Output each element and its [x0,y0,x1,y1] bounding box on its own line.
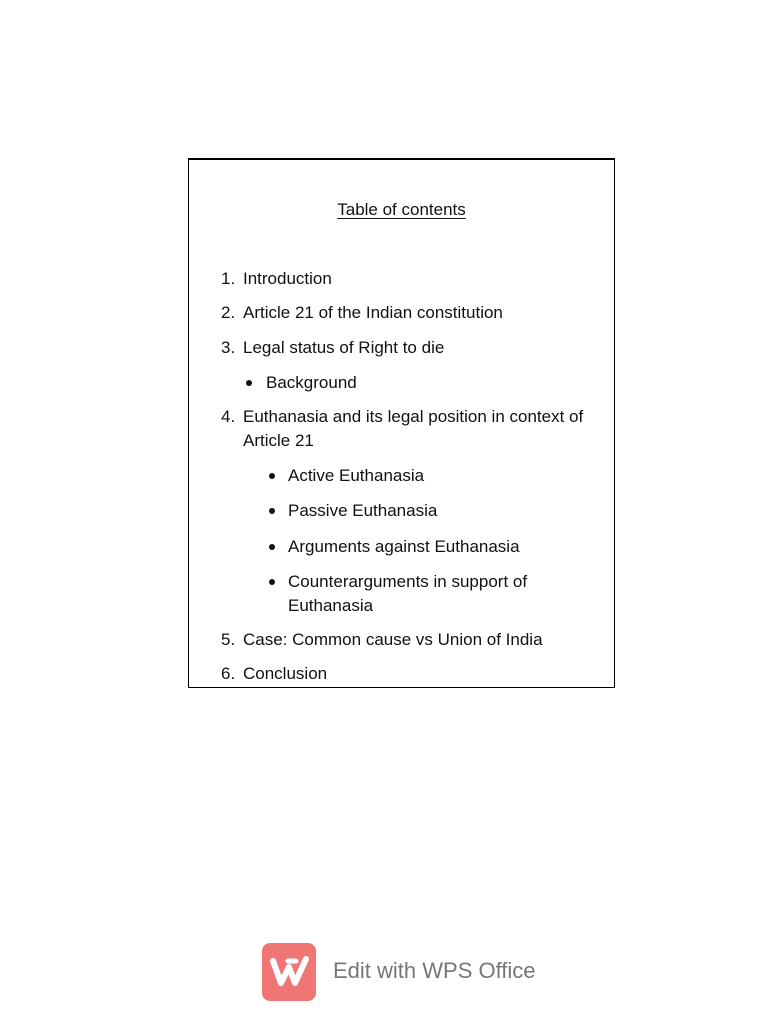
toc-item-label: Article 21 [243,431,314,450]
bullet-icon [269,473,275,479]
toc-subitem-label: Passive Euthanasia [288,501,438,520]
bullet-icon [269,508,275,514]
table-of-contents [188,158,615,688]
toc-item-number: 1. [221,269,236,288]
toc-title: Table of contents [337,200,466,219]
wps-logo-glyph [262,943,316,1001]
toc-item-number: 2. [221,303,236,322]
toc-item-number: 4. [221,407,236,426]
toc-subitem-label: Background [266,373,357,392]
toc-item-number: 3. [221,338,236,357]
toc-item-label: Conclusion [243,664,328,683]
toc-item-label: Legal status of Right to die [243,338,445,357]
toc-item-label: Article 21 of the Indian constitution [243,303,503,322]
bullet-icon [269,544,275,550]
wps-logo-icon[interactable] [262,943,316,1001]
bullet-icon [246,380,252,386]
toc-subitem-label: Arguments against Euthanasia [288,537,520,556]
toc-item-number: 5. [221,630,236,649]
toc-subitem-label: Counterarguments in support of [288,572,528,591]
wps-edit-link[interactable]: Edit with WPS Office [333,958,536,983]
toc-item-label: Case: Common cause vs Union of India [243,630,543,649]
bullet-icon [269,579,275,585]
toc-subitem-label: Active Euthanasia [288,466,425,485]
toc-item-number: 6. [221,664,236,683]
toc-item-label: Euthanasia and its legal position in context of [243,407,584,426]
toc-subitem-label: Euthanasia [288,596,374,615]
toc-item-label: Introduction [243,269,332,288]
